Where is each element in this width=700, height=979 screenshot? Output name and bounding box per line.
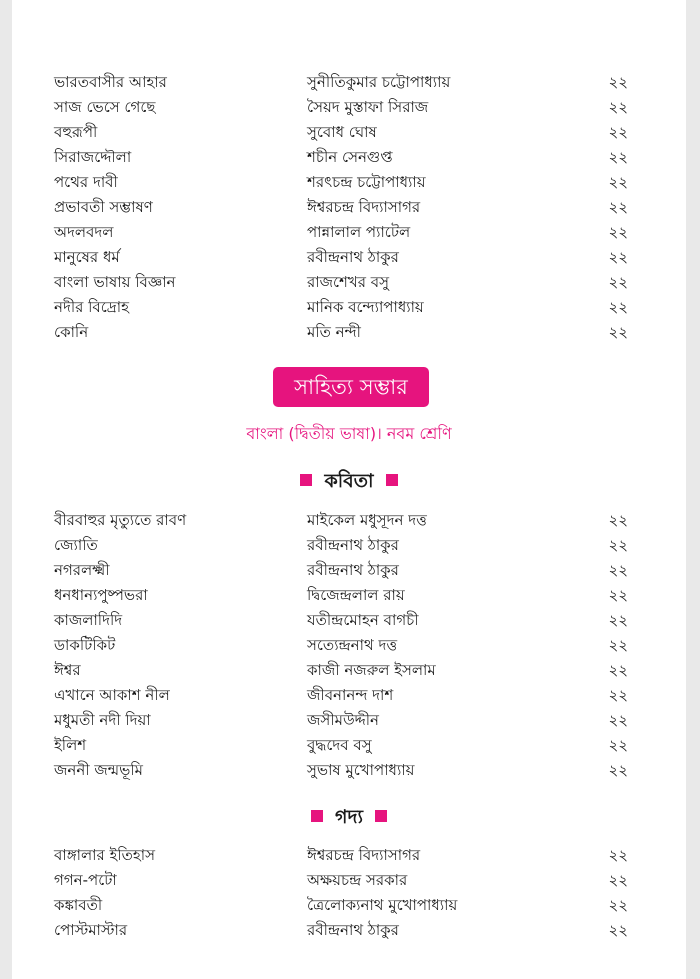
contents-row xyxy=(12,533,686,558)
contents-row xyxy=(12,95,686,120)
entry-title: নগরলক্ষ্মী xyxy=(54,561,110,579)
contents-row xyxy=(12,70,686,95)
entry-title: ঈশ্বর xyxy=(54,661,81,679)
entry-title: বীরবাহুর মৃত্যুতে রাবণ xyxy=(54,511,187,529)
entry-title: পোস্টমাস্টার xyxy=(54,921,128,939)
entry-author: মাইকেল মধুসূদন দত্ত xyxy=(307,511,427,529)
entry-title: এখানে আকাশ নীল xyxy=(54,686,170,704)
contents-row xyxy=(12,508,686,533)
contents-row xyxy=(12,195,686,220)
entry-page-number: ২২ xyxy=(608,736,628,754)
contents-list-kobita xyxy=(12,508,686,783)
entry-title: ভারতবাসীর আহার xyxy=(54,73,167,91)
entry-author: রবীন্দ্রনাথ ঠাকুর xyxy=(307,248,399,266)
entry-page-number: ২২ xyxy=(608,871,628,889)
entry-page-number: ২২ xyxy=(608,148,628,166)
entry-author: সৈয়দ মুস্তাফা সিরাজ xyxy=(307,98,429,116)
entry-page-number: ২২ xyxy=(608,198,628,216)
entry-author: সুনীতিকুমার চট্টোপাধ্যায় xyxy=(307,73,451,91)
entry-title: কঙ্কাবতী xyxy=(54,896,103,914)
entry-author: শরৎচন্দ্র চট্টোপাধ্যায় xyxy=(307,173,426,191)
entry-page-number: ২২ xyxy=(608,561,628,579)
book-subtitle: বাংলা (দ্বিতীয় ভাষা)। নবম শ্রেণি xyxy=(246,424,452,443)
entry-author: মানিক বন্দ্যোপাধ্যায় xyxy=(307,298,424,316)
entry-page-number: ২২ xyxy=(608,323,628,341)
entry-author: দ্বিজেন্দ্রলাল রায় xyxy=(307,586,405,604)
entry-page-number: ২২ xyxy=(608,123,628,141)
contents-row xyxy=(12,558,686,583)
entry-author: সুবোধ ঘোষ xyxy=(307,123,377,141)
entry-page-number: ২২ xyxy=(608,896,628,914)
entry-page-number: ২২ xyxy=(608,173,628,191)
entry-page-number: ২২ xyxy=(608,611,628,629)
entry-author: ত্রৈলোক্যনাথ মুখোপাধ্যায় xyxy=(307,896,458,914)
entry-author: কাজী নজরুল ইসলাম xyxy=(307,661,436,679)
entry-page-number: ২২ xyxy=(608,73,628,91)
contents-row xyxy=(12,608,686,633)
entry-author: জীবনানন্দ দাশ xyxy=(307,686,394,704)
entry-page-number: ২২ xyxy=(608,223,628,241)
contents-row xyxy=(12,320,686,345)
contents-row xyxy=(12,658,686,683)
square-bullet-icon xyxy=(375,810,387,822)
entry-author: যতীন্দ্রমোহন বাগচী xyxy=(307,611,419,629)
contents-row xyxy=(12,145,686,170)
entry-title: সাজ ভেসে গেছে xyxy=(54,98,156,116)
entry-author: অক্ষয়চন্দ্র সরকার xyxy=(307,871,408,889)
entry-author: সত্যেন্দ্রনাথ দত্ত xyxy=(307,636,398,654)
entry-page-number: ২২ xyxy=(608,298,628,316)
entry-title: ইলিশ xyxy=(54,736,87,754)
entry-page-number: ২২ xyxy=(608,686,628,704)
entry-author: রবীন্দ্রনাথ ঠাকুর xyxy=(307,536,399,554)
entry-title: জ্যোতি xyxy=(54,536,98,554)
entry-page-number: ২২ xyxy=(608,921,628,939)
entry-title: বাংলা ভাষায় বিজ্ঞান xyxy=(54,273,176,291)
entry-page-number: ২২ xyxy=(608,536,628,554)
godyo-heading xyxy=(12,803,686,831)
entry-page-number: ২২ xyxy=(608,761,628,779)
entry-page-number: ২২ xyxy=(608,846,628,864)
entry-page-number: ২২ xyxy=(608,98,628,116)
entry-title: মানুষের ধর্ম xyxy=(54,248,120,266)
entry-page-number: ২২ xyxy=(608,511,628,529)
entry-author: শচীন সেনগুপ্ত xyxy=(307,148,393,166)
entry-page-number: ২২ xyxy=(608,586,628,604)
entry-title: অদলবদল xyxy=(54,223,114,241)
entry-author: পান্নালাল প্যাটেল xyxy=(307,223,411,241)
contents-row xyxy=(12,583,686,608)
contents-row xyxy=(12,245,686,270)
entry-title: পথের দাবী xyxy=(54,173,118,191)
page-sheet xyxy=(12,0,686,979)
entry-title: কাজলাদিদি xyxy=(54,611,123,629)
kobita-heading-label: কবিতা xyxy=(324,470,374,492)
entry-author: রাজশেখর বসু xyxy=(307,273,390,291)
entry-page-number: ২২ xyxy=(608,661,628,679)
contents-row xyxy=(12,295,686,320)
contents-list-top xyxy=(12,70,686,345)
kobita-heading xyxy=(12,467,686,495)
contents-row xyxy=(12,918,686,943)
godyo-heading-label: গদ্য xyxy=(335,806,363,828)
entry-title: প্রভাবতী সম্ভাষণ xyxy=(54,198,153,216)
entry-title: গগন-পটো xyxy=(54,871,117,889)
contents-list-godyo xyxy=(12,843,686,943)
entry-title: বাঙ্গালার ইতিহাস xyxy=(54,846,156,864)
contents-row xyxy=(12,843,686,868)
contents-row xyxy=(12,683,686,708)
entry-title: মধুমতী নদী দিয়া xyxy=(54,711,151,729)
entry-title: বহুরূপী xyxy=(54,123,98,141)
contents-row xyxy=(12,893,686,918)
entry-page-number: ২২ xyxy=(608,711,628,729)
entry-author: মতি নন্দী xyxy=(307,323,361,341)
entry-title: নদীর বিদ্রোহ xyxy=(54,298,130,316)
square-bullet-icon xyxy=(311,810,323,822)
entry-author: রবীন্দ্রনাথ ঠাকুর xyxy=(307,921,399,939)
square-bullet-icon xyxy=(300,474,312,486)
contents-row xyxy=(12,733,686,758)
contents-row xyxy=(12,868,686,893)
entry-author: রবীন্দ্রনাথ ঠাকুর xyxy=(307,561,399,579)
entry-title: ধনধান্যপুষ্পভরা xyxy=(54,586,148,604)
entry-author: বুদ্ধদেব বসু xyxy=(307,736,372,754)
contents-row xyxy=(12,633,686,658)
entry-page-number: ২২ xyxy=(608,636,628,654)
entry-author: সুভাষ মুখোপাধ্যায় xyxy=(307,761,415,779)
contents-row xyxy=(12,220,686,245)
section-banner: সাহিত্য সম্ভার xyxy=(273,367,429,407)
entry-title: জননী জন্মভূমি xyxy=(54,761,143,779)
entry-author: ঈশ্বরচন্দ্র বিদ্যাসাগর xyxy=(307,846,421,864)
contents-row xyxy=(12,708,686,733)
entry-title: ডাকটিকিট xyxy=(54,636,116,654)
entry-page-number: ২২ xyxy=(608,248,628,266)
contents-row xyxy=(12,120,686,145)
contents-row xyxy=(12,270,686,295)
contents-row xyxy=(12,170,686,195)
entry-title: কোনি xyxy=(54,323,89,341)
square-bullet-icon xyxy=(386,474,398,486)
entry-author: ঈশ্বরচন্দ্র বিদ্যাসাগর xyxy=(307,198,421,216)
contents-row xyxy=(12,758,686,783)
entry-page-number: ২২ xyxy=(608,273,628,291)
entry-title: সিরাজদ্দৌলা xyxy=(54,148,132,166)
entry-author: জসীমউদ্দীন xyxy=(307,711,379,729)
